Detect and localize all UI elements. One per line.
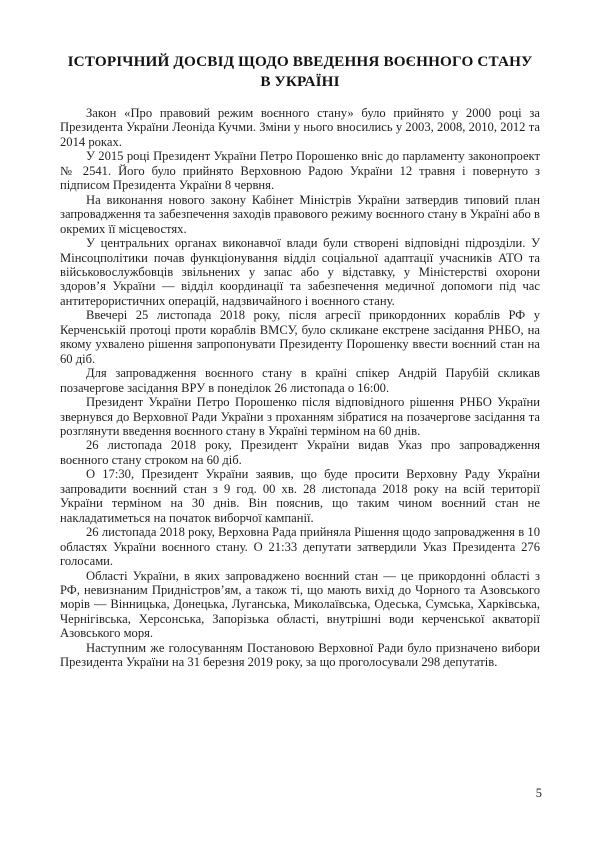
paragraph: 26 листопада 2018 року, Президент України видав Указ про запровадження воєнного стану строком на 60 діб. bbox=[60, 438, 540, 467]
paragraph: О 17:30, Президент України заявив, що буде просити Верховну Раду України запровадити воєнний стан з 9 год. 00 хв. 28 листопада 2018 року на всій території України терміном на 30 днів. Він пояснив, що таким чином воєнний стан не накладатиметься на початок виборчої кампанії. bbox=[60, 467, 540, 525]
paragraph: У центральних органах виконавчої влади були створені відповідні підрозділи. У Мінсоцполітики почав функціонування відділ соціальної адаптації учасників АТО та військовослужбовців звільнених у запас або у відставку, у Міністерстві охорони здоров’я України — відділ координації та забезпечення медичної допомоги під час антитерористичних операцій, надзвичайного і воєнного стану. bbox=[60, 236, 540, 308]
page-title: ІСТОРІЧНИЙ ДОСВІД ЩОДО ВВЕДЕННЯ ВОЄННОГО СТАНУ В УКРАЇНІ bbox=[67, 53, 533, 90]
paragraph: Наступним же голосуванням Постановою Верховної Ради було призначено вибори Президента України на 31 березня 2019 року, за що проголосували 298 депутатів. bbox=[60, 640, 540, 670]
page-content bbox=[60, 52, 540, 670]
page-number: 5 bbox=[535, 786, 542, 800]
paragraph: Для запровадження воєнного стану в країні спікер Андрій Парубій скликав позачергове засідання ВРУ в понеділок 26 листопада о 16:00. bbox=[60, 366, 540, 395]
paragraph: На виконання нового закону Кабінет Міністрів України затвердив типовий план запровадження та забезпечення заходів правового режиму воєнного стану в Україні або в окремих її місцевостях. bbox=[60, 192, 540, 236]
paragraph: Області України, в яких запроваджено воєнний стан — це прикордонні області з РФ, невизнаним Придністров’ям, а також ті, що мають вихід до Чорного та Азовського морів — Вінницька, Донецька, Луганська, Миколаївська, Одеська, Сумська, Харківська, Чернігівська, Херсонська, Запорізька області, внутрішні води керченської акваторії Азовського моря. bbox=[60, 568, 540, 641]
body-text-block bbox=[60, 106, 540, 670]
paragraph: Президент України Петро Порошенко після відповідного рішення РНБО України звернувся до Верховної Ради України з проханням зібратися на позачергове засідання та розглянути введення воєнного стану в Україні терміном на 60 днів. bbox=[60, 395, 540, 438]
paragraph: У 2015 році Президент України Петро Порошенко вніс до парламенту законопроект № 2541. Його було прийнято Верховною Радою України 12 травня і повернуто з підписом Президента України 8 червня. bbox=[60, 149, 540, 193]
paragraph: Ввечері 25 листопада 2018 року, після агресії прикордонних кораблів РФ у Керченській протоці проти кораблів ВМСУ, було скликане екстрене засідання РНБО, на якому ухвалено рішення запропонувати Президенту Порошенку ввести воєнний стан на 60 діб. bbox=[60, 308, 540, 366]
paragraph: Закон «Про правовий режим воєнного стану» було прийнято у 2000 році за Президента України Леоніда Кучми. Зміни у нього вносились у 2003, 2008, 2010, 2012 та 2014 роках. bbox=[60, 106, 540, 149]
paragraph: 26 листопада 2018 року, Верховна Рада прийняла Рішення щодо запровадження в 10 областях України воєнного стану. О 21:33 депутати затвердили Указ Президента 276 голосами. bbox=[60, 525, 540, 569]
